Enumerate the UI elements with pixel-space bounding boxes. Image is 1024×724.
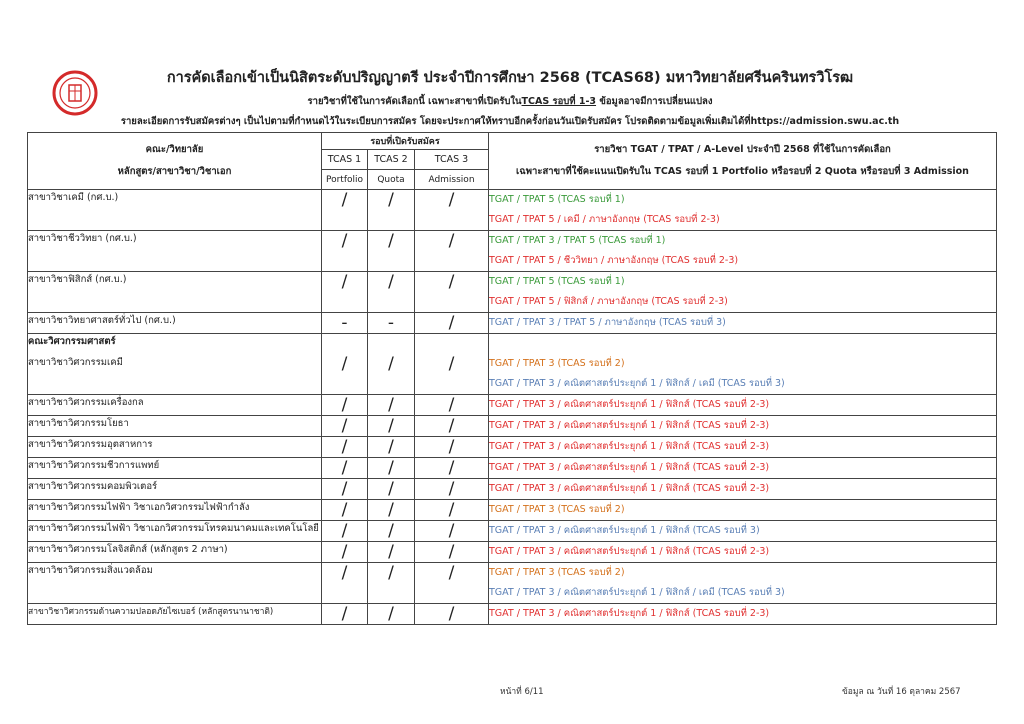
subject-line: TGAT / TPAT 3 (TCAS รอบที่ 2) [489, 504, 625, 515]
subject-detail-cell [489, 437, 997, 458]
program-header-line-1: คณะ/วิทยาลัย [145, 144, 204, 155]
round-3-mark: / [415, 604, 489, 625]
round-2-mark: / [368, 395, 415, 416]
table-row [28, 563, 997, 604]
program-name: สาขาวิชาวิศวกรรมโลจิสติกส์ (หลักสูตร 2 ภาษา) [28, 544, 228, 555]
round-3-mark: / [415, 334, 489, 395]
subject-detail-cell [489, 395, 997, 416]
round-2-mark: / [368, 458, 415, 479]
program-name: สาขาวิชาวิศวกรรมไฟฟ้า วิชาเอกวิศวกรรมไฟฟ้ากำลัง [28, 502, 250, 513]
subject-line: TGAT / TPAT 5 / ชีววิทยา / ภาษาอังกฤษ (TCAS รอบที่ 2-3) [489, 255, 739, 266]
tcas1-header: TCAS 1 [322, 150, 368, 170]
round-2-mark: / [368, 604, 415, 625]
subject-line: TGAT / TPAT 3 / TPAT 5 / ภาษาอังกฤษ (TCAS รอบที่ 3) [489, 317, 726, 328]
table-row [28, 334, 997, 395]
round-1-mark: / [322, 604, 368, 625]
round-1-mark: / [322, 437, 368, 458]
detail-header-line-1: รายวิชา TGAT / TPAT / A-Level ประจำปี 2568 ที่ใช้ในการคัดเลือก [594, 144, 891, 155]
program-cell [28, 500, 322, 521]
page-title: การคัดเลือกเข้าเป็นนิสิตระดับปริญญาตรี ประจำปีการศึกษา 2568 (TCAS68) มหาวิทยาลัยศรีนครินทรวิโรฒ [166, 70, 854, 86]
round-2-mark: / [368, 416, 415, 437]
faculty-name: คณะวิศวกรรมศาสตร์ [28, 336, 116, 347]
round-2-mark: / [368, 479, 415, 500]
tcas2-header: TCAS 2 [368, 150, 415, 170]
round-1-mark: / [322, 458, 368, 479]
portfolio-header: Portfolio [322, 170, 368, 190]
table-row [28, 313, 997, 334]
program-name: สาขาวิชาวิศวกรรมเคมี [28, 357, 123, 368]
subtitle-suffix: ข้อมูลอาจมีการเปลี่ยนแปลง [596, 96, 713, 107]
round-3-mark: / [415, 190, 489, 231]
round-1-mark: / [322, 479, 368, 500]
program-name: สาขาวิชาเคมี (กศ.บ.) [28, 192, 119, 203]
subject-detail-cell [489, 231, 997, 272]
round-3-mark: / [415, 542, 489, 563]
subject-detail-cell [489, 334, 997, 395]
subject-line: TGAT / TPAT 5 (TCAS รอบที่ 1) [489, 194, 625, 205]
program-cell [28, 231, 322, 272]
round-3-mark: / [415, 313, 489, 334]
subject-line: TGAT / TPAT 3 (TCAS รอบที่ 2) [489, 567, 625, 578]
page-number: หน้าที่ 6/11 [500, 687, 544, 697]
program-cell [28, 334, 322, 395]
program-cell [28, 521, 322, 542]
round-1-mark: / [322, 272, 368, 313]
round-1-mark: / [322, 563, 368, 604]
program-name: สาขาวิชาวิทยาศาสตร์ทั่วไป (กศ.บ.) [28, 315, 176, 326]
subject-detail-cell [489, 272, 997, 313]
program-name: สาขาวิชาวิศวกรรมด้านความปลอดภัยไซเบอร์ (หลักสูตรนานาชาติ) [28, 607, 274, 617]
program-cell [28, 604, 322, 625]
program-cell [28, 313, 322, 334]
table-row [28, 521, 997, 542]
round-3-mark: / [415, 437, 489, 458]
table-row [28, 437, 997, 458]
table-row [28, 416, 997, 437]
data-date: ข้อมูล ณ วันที่ 16 ตุลาคม 2567 [842, 687, 961, 697]
round-3-mark: / [415, 479, 489, 500]
quota-header: Quota [368, 170, 415, 190]
detail-column-header [489, 133, 997, 190]
table-row [28, 458, 997, 479]
subject-line: TGAT / TPAT 3 / TPAT 5 (TCAS รอบที่ 1) [489, 235, 666, 246]
subject-line: TGAT / TPAT 3 / คณิตศาสตร์ประยุกต์ 1 / ฟิสิกส์ (TCAS รอบที่ 2-3) [489, 441, 770, 452]
round-2-mark: / [368, 542, 415, 563]
round-2-mark: / [368, 521, 415, 542]
round-3-mark: / [415, 563, 489, 604]
subject-detail-cell [489, 521, 997, 542]
program-name: สาขาวิชาฟิสิกส์ (กศ.บ.) [28, 274, 127, 285]
program-name: สาขาวิชาวิศวกรรมอุตสาหการ [28, 439, 153, 450]
round-1-mark: / [322, 395, 368, 416]
table-row [28, 231, 997, 272]
round-3-mark: / [415, 500, 489, 521]
table-row [28, 190, 997, 231]
round-1-mark: / [322, 500, 368, 521]
subject-line: TGAT / TPAT 3 / คณิตศาสตร์ประยุกต์ 1 / ฟิสิกส์ / เคมี (TCAS รอบที่ 3) [489, 378, 785, 389]
subject-detail-cell [489, 416, 997, 437]
round-1-mark: / [322, 231, 368, 272]
program-name: สาขาวิชาวิศวกรรมโยธา [28, 418, 129, 429]
subtitle-line-1 [110, 94, 910, 109]
round-1-mark: / [322, 521, 368, 542]
round-2-mark: / [368, 437, 415, 458]
round-2-mark: - [368, 313, 415, 334]
detail-header-line-2: เฉพาะสาขาที่ใช้คะแนนเปิดรับใน TCAS รอบที่ 1 Portfolio หรือรอบที่ 2 Quota หรือรอบที่ 3 Admission [516, 166, 969, 177]
subtitle-line-2: รายละเอียดการรับสมัครต่างๆ เป็นไปตามที่กำหนดไว้ในระเบียบการสมัคร โดยจะประกาศให้ทราบอีกครั้งก่อนวันเปิดรับสมัคร โปรดติดตามข้อมูลเพิ่มเติมได้ที่https://admission.swu.ac.th [120, 116, 900, 127]
table-row [28, 500, 997, 521]
program-name: สาขาวิชาวิศวกรรมไฟฟ้า วิชาเอกวิศวกรรมโทรคมนาคมและเทคโนโลยี [28, 523, 319, 534]
subject-detail-cell [489, 458, 997, 479]
round-2-mark: / [368, 500, 415, 521]
program-name: สาขาวิชาวิศวกรรมเครื่องกล [28, 397, 144, 408]
program-name: สาขาวิชาวิศวกรรมสิ่งแวดล้อม [28, 565, 153, 576]
round-group-header: รอบที่เปิดรับสมัคร [322, 133, 489, 150]
program-name: สาขาวิชาชีววิทยา (กศ.บ.) [28, 233, 137, 244]
program-name: สาขาวิชาวิศวกรรมชีวการแพทย์ [28, 460, 160, 471]
subject-line: TGAT / TPAT 3 / คณิตศาสตร์ประยุกต์ 1 / ฟิสิกส์ (TCAS รอบที่ 2-3) [489, 546, 770, 557]
subject-line: TGAT / TPAT 3 / คณิตศาสตร์ประยุกต์ 1 / ฟิสิกส์ / เคมี (TCAS รอบที่ 3) [489, 587, 785, 598]
subject-detail-cell [489, 604, 997, 625]
round-1-mark: - [322, 313, 368, 334]
subject-detail-cell [489, 479, 997, 500]
round-2-mark: / [368, 231, 415, 272]
round-3-mark: / [415, 395, 489, 416]
program-name: สาขาวิชาวิศวกรรมคอมพิวเตอร์ [28, 481, 158, 492]
round-2-mark: / [368, 563, 415, 604]
program-cell [28, 190, 322, 231]
subject-detail-cell [489, 190, 997, 231]
round-3-mark: / [415, 231, 489, 272]
round-2-mark: / [368, 190, 415, 231]
table-row [28, 479, 997, 500]
program-table [27, 132, 997, 625]
program-cell [28, 416, 322, 437]
round-2-mark: / [368, 272, 415, 313]
round-3-mark: / [415, 416, 489, 437]
round-2-mark: / [368, 334, 415, 395]
table-row [28, 272, 997, 313]
table-row [28, 542, 997, 563]
university-seal-logo [52, 70, 98, 116]
subject-detail-cell [489, 313, 997, 334]
round-3-mark: / [415, 521, 489, 542]
program-cell [28, 395, 322, 416]
subtitle-underlined: TCAS รอบที่ 1-3 [521, 96, 597, 107]
admission-header: Admission [415, 170, 489, 190]
subject-line: TGAT / TPAT 3 / คณิตศาสตร์ประยุกต์ 1 / ฟิสิกส์ (TCAS รอบที่ 2-3) [489, 483, 770, 494]
subject-detail-cell [489, 563, 997, 604]
tcas3-header: TCAS 3 [415, 150, 489, 170]
program-cell [28, 437, 322, 458]
subject-line: TGAT / TPAT 3 / คณิตศาสตร์ประยุกต์ 1 / ฟิสิกส์ (TCAS รอบที่ 2-3) [489, 420, 770, 431]
subject-line: TGAT / TPAT 3 / คณิตศาสตร์ประยุกต์ 1 / ฟิสิกส์ (TCAS รอบที่ 3) [489, 525, 760, 536]
subject-detail-cell [489, 500, 997, 521]
subject-line: TGAT / TPAT 3 / คณิตศาสตร์ประยุกต์ 1 / ฟิสิกส์ (TCAS รอบที่ 2-3) [489, 399, 770, 410]
subject-line: TGAT / TPAT 5 (TCAS รอบที่ 1) [489, 276, 625, 287]
program-cell [28, 542, 322, 563]
subject-line: TGAT / TPAT 3 (TCAS รอบที่ 2) [489, 358, 625, 369]
subject-line: TGAT / TPAT 5 / ฟิสิกส์ / ภาษาอังกฤษ (TCAS รอบที่ 2-3) [489, 296, 728, 307]
program-cell [28, 479, 322, 500]
subject-line: TGAT / TPAT 3 / คณิตศาสตร์ประยุกต์ 1 / ฟิสิกส์ (TCAS รอบที่ 2-3) [489, 608, 770, 619]
subject-detail-cell [489, 542, 997, 563]
round-1-mark: / [322, 542, 368, 563]
program-column-header [28, 133, 322, 190]
subtitle-prefix: รายวิชาที่ใช้ในการคัดเลือกนี้ เฉพาะสาขาที่เปิดรับใน [307, 96, 522, 107]
program-cell [28, 272, 322, 313]
subject-line: TGAT / TPAT 3 / คณิตศาสตร์ประยุกต์ 1 / ฟิสิกส์ (TCAS รอบที่ 2-3) [489, 462, 770, 473]
table-row [28, 604, 997, 625]
round-1-mark: / [322, 334, 368, 395]
round-3-mark: / [415, 458, 489, 479]
round-3-mark: / [415, 272, 489, 313]
program-header-line-2: หลักสูตร/สาขาวิชา/วิชาเอก [117, 166, 232, 177]
subject-line: TGAT / TPAT 5 / เคมี / ภาษาอังกฤษ (TCAS รอบที่ 2-3) [489, 214, 720, 225]
program-cell [28, 458, 322, 479]
round-1-mark: / [322, 416, 368, 437]
round-1-mark: / [322, 190, 368, 231]
program-cell [28, 563, 322, 604]
table-row [28, 395, 997, 416]
